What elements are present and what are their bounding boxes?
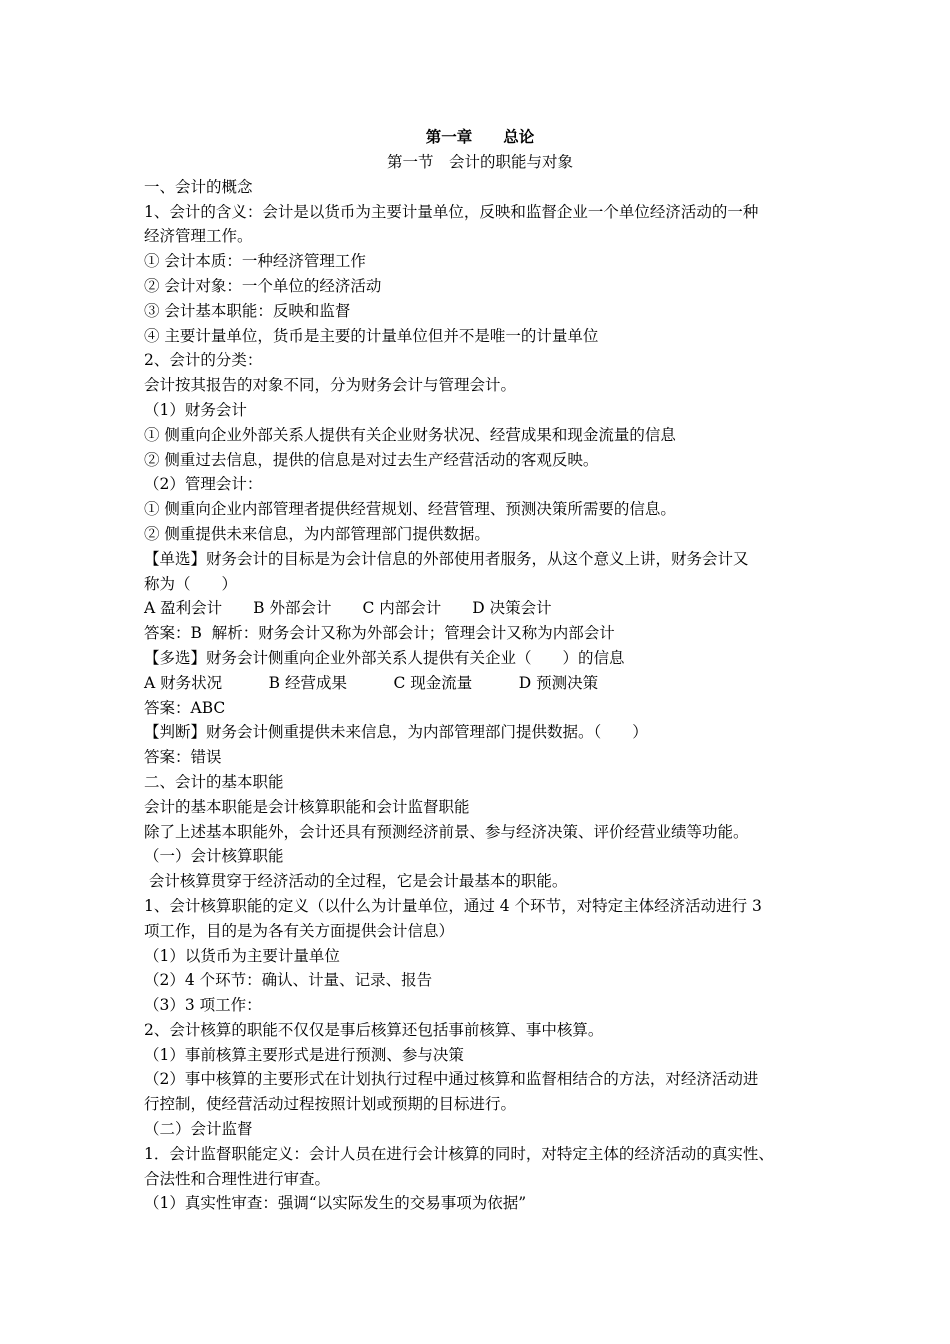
text-line: 项工作，目的是为各有关方面提供会计信息）: [144, 921, 455, 940]
text-line: ① 会计本质：一种经济管理工作: [144, 252, 366, 271]
text-line: 会计按其报告的对象不同，分为财务会计与管理会计。: [144, 376, 517, 395]
text-line: 【多选】财务会计侧重向企业外部关系人提供有关企业（ ）的信息: [144, 648, 625, 667]
text-line: 会计的基本职能是会计核算职能和会计监督职能: [144, 797, 470, 816]
text-line: 答案：ABC: [144, 698, 226, 717]
text-line: 合法性和合理性进行审查。: [144, 1169, 331, 1188]
text-line: 答案：B 解析：财务会计又称为外部会计；管理会计又称为内部会计: [144, 624, 615, 643]
text-line: 会计核算贯穿于经济活动的全过程，它是会计最基本的职能。: [144, 872, 568, 891]
text-line: 1、会计的含义：会计是以货币为主要计量单位，反映和监督企业一个单位经济活动的一种: [144, 202, 759, 221]
text-line: 除了上述基本职能外，会计还具有预测经济前景、参与经济决策、评价经营业绩等功能。: [144, 822, 749, 841]
text-line: （1）真实性审查：强调“以实际发生的交易事项为依据”: [144, 1194, 527, 1213]
text-line: （2）4 个环节：确认、计量、记录、报告: [144, 971, 433, 990]
text-line: 答案：错误: [144, 748, 222, 767]
text-line: 2、会计核算的职能不仅仅是事后核算还包括事前核算、事中核算。: [144, 1020, 604, 1039]
text-line: 【判断】财务会计侧重提供未来信息，为内部管理部门提供数据。（ ）: [144, 723, 648, 742]
chapter-title: 第一章 总论: [425, 127, 535, 146]
text-line: ① 侧重向企业内部管理者提供经营规划、经营管理、预测决策所需要的信息。: [144, 500, 676, 519]
text-line: ② 会计对象：一个单位的经济活动: [144, 276, 382, 295]
document-page: [144, 124, 816, 1216]
text-line: ② 侧重过去信息，提供的信息是对过去生产经营活动的客观反映。: [144, 450, 599, 469]
text-line: ④ 主要计量单位，货币是主要的计量单位但并不是唯一的计量单位: [144, 326, 599, 345]
text-line: （一）会计核算职能: [144, 847, 284, 866]
text-line: （2）事中核算的主要形式在计划执行过程中通过核算和监督相结合的方法，对经济活动进: [144, 1070, 759, 1089]
text-line: 一、会计的概念: [144, 177, 253, 196]
text-line: （2）管理会计：: [144, 475, 263, 494]
text-line: A 财务状况 B 经营成果 C 现金流量 D 预测决策: [144, 673, 599, 692]
text-line: 1、会计核算职能的定义（以什么为计量单位，通过 4 个环节，对特定主体经济活动进行 3: [144, 896, 762, 915]
text-line: （1）事前核算主要形式是进行预测、参与决策: [144, 1045, 464, 1064]
section-title: 第一节 会计的职能与对象: [386, 153, 573, 171]
text-line: 称为（ ）: [144, 574, 238, 593]
text-line: 二、会计的基本职能: [144, 772, 284, 791]
text-line: 2、会计的分类：: [144, 351, 263, 370]
text-line: 1．会计监督职能定义：会计人员在进行会计核算的同时，对特定主体的经济活动的真实性、: [144, 1144, 774, 1163]
text-line: （3）3 项工作：: [144, 996, 262, 1015]
text-line: ③ 会计基本职能：反映和监督: [144, 301, 351, 320]
text-line: A 盈利会计 B 外部会计 C 内部会计 D 决策会计: [144, 599, 552, 618]
text-line: 【单选】财务会计的目标是为会计信息的外部使用者服务，从这个意义上讲，财务会计又: [144, 549, 749, 568]
text-line: （1）财务会计: [144, 400, 247, 419]
text-line: ① 侧重向企业外部关系人提供有关企业财务状况、经营成果和现金流量的信息: [144, 425, 676, 444]
text-line: 行控制，使经营活动过程按照计划或预期的目标进行。: [144, 1095, 517, 1114]
text-line: ② 侧重提供未来信息，为内部管理部门提供数据。: [144, 524, 490, 543]
text-line: （二）会计监督: [144, 1120, 253, 1139]
document-body: [144, 175, 816, 1216]
text-line: 经济管理工作。: [144, 227, 253, 246]
text-line: （1）以货币为主要计量单位: [144, 946, 340, 965]
